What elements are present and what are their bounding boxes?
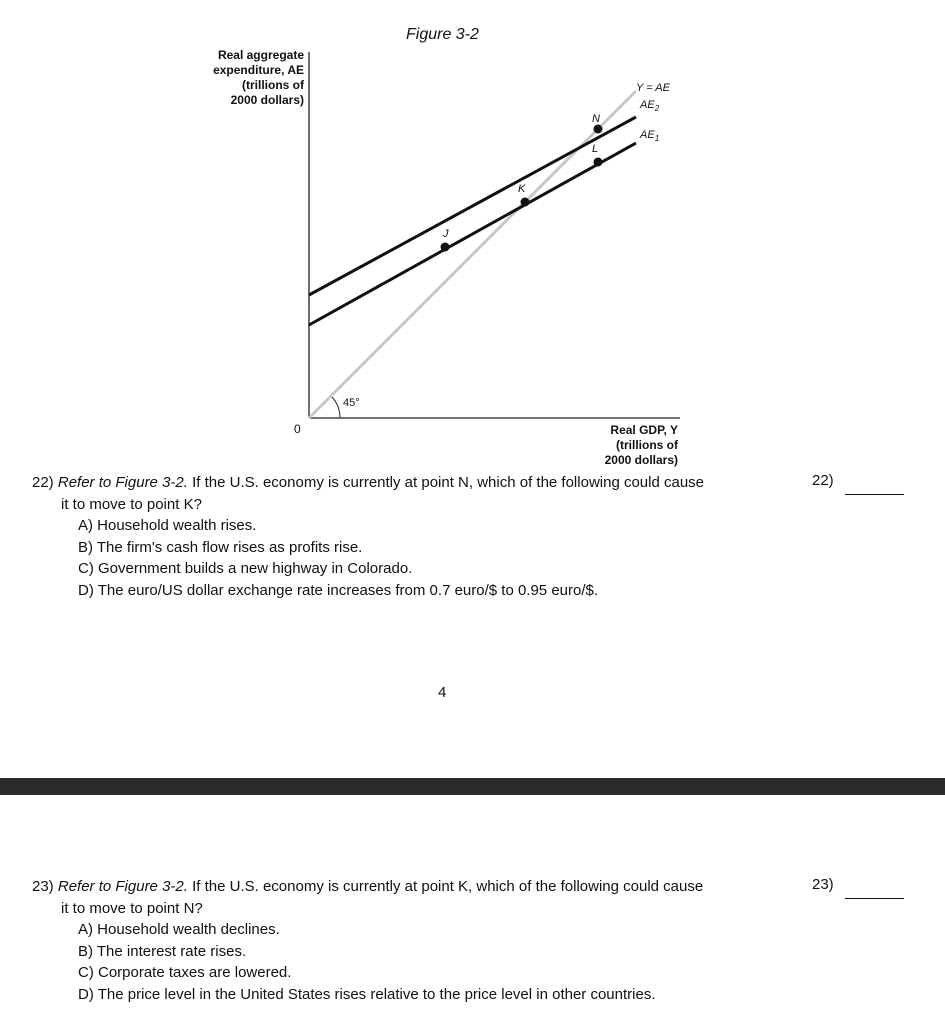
question-number: 23) xyxy=(32,878,54,895)
choice-a[interactable]: A) Household wealth rises. xyxy=(78,517,257,534)
answer-label-22: 22) xyxy=(812,472,834,489)
point-l xyxy=(594,158,603,167)
series-line-ae1 xyxy=(309,143,636,325)
choice-d[interactable]: D) The price level in the United States rises relative to the price level in other countries. xyxy=(78,985,656,1003)
y-axis-title-line: expenditure, AE xyxy=(213,63,304,77)
question-text: If the U.S. economy is currently at point N, which of the following could cause xyxy=(192,474,705,491)
page-separator xyxy=(0,778,945,795)
angle-arc xyxy=(331,396,340,418)
point-label-k: K xyxy=(518,183,526,195)
choice-c[interactable]: C) Corporate taxes are lowered. xyxy=(78,964,292,981)
point-j xyxy=(441,243,450,252)
answer-blank-23[interactable] xyxy=(845,884,904,899)
figure-title: Figure 3-2 xyxy=(406,26,479,43)
question-text: If the U.S. economy is currently at point K, which of the following could cause xyxy=(192,878,704,895)
series-line-ae2 xyxy=(309,117,636,295)
series-line-y-eq-ae xyxy=(309,91,636,418)
y-axis-title-line: (trillions of xyxy=(242,78,304,92)
choice-b[interactable]: B) The interest rate rises. xyxy=(78,942,247,960)
page-number: 4 xyxy=(438,684,447,701)
origin-label: 0 xyxy=(294,422,301,436)
figure-chart xyxy=(0,0,945,480)
x-axis-title-line: 2000 dollars) xyxy=(604,453,678,467)
choice-c[interactable]: C) Government builds a new highway in Colorado. xyxy=(78,560,413,577)
choice-d[interactable]: D) The euro/US dollar exchange rate increases from 0.7 euro/$ to 0.95 euro/$. xyxy=(78,581,599,599)
y-axis-title-line: 2000 dollars) xyxy=(230,93,304,107)
choice-a[interactable]: A) Household wealth declines. xyxy=(78,921,280,938)
question-text-continued: it to move to point K? xyxy=(61,495,202,513)
question-number: 22) xyxy=(32,474,54,491)
line-label-ae1: $AE_1$ xyxy=(640,129,660,143)
figure-reference: Refer to Figure 3-2. xyxy=(57,878,188,895)
angle-label: 45° xyxy=(343,397,360,409)
choice-b[interactable]: B) The firm's cash flow rises as profits rise. xyxy=(78,538,363,556)
point-label-l: L xyxy=(592,143,599,155)
line-label-ae2: $AE_2$ xyxy=(640,99,660,113)
figure-reference: Refer to Figure 3-2. xyxy=(57,474,188,491)
x-axis-title-line: (trillions of xyxy=(616,438,678,452)
question-text-continued: it to move to point N? xyxy=(61,899,203,917)
question-22 xyxy=(32,472,792,601)
point-label-j: J xyxy=(443,228,449,240)
point-label-n: N xyxy=(592,113,600,125)
question-23 xyxy=(32,876,792,1005)
x-axis-title-line: Real GDP, Y xyxy=(610,423,678,437)
point-k xyxy=(521,198,530,207)
line-label-y-eq-ae: Y = AE xyxy=(636,82,670,94)
answer-blank-22[interactable] xyxy=(845,480,904,495)
y-axis-title-line: Real aggregate xyxy=(217,48,304,62)
answer-label-23: 23) xyxy=(812,876,834,893)
point-n xyxy=(594,125,603,134)
